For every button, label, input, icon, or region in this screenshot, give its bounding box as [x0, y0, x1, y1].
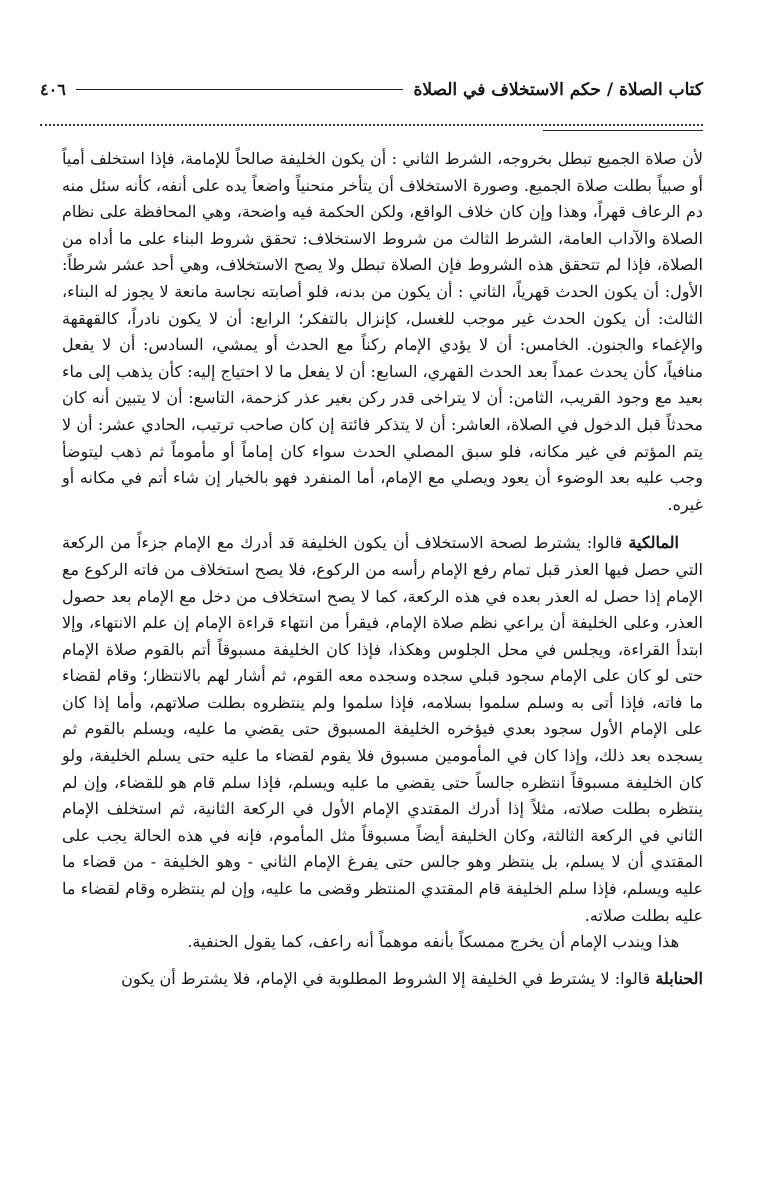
dotted-separator [40, 114, 703, 126]
body-text [62, 146, 703, 992]
footnote-rule [543, 130, 703, 131]
page-number: ٤٠٦ [40, 80, 66, 99]
page-header [40, 80, 703, 106]
header-rule [76, 89, 404, 90]
school-name-maliki: المالكية [628, 533, 679, 553]
school-name-hanbali: الحنابلة [655, 968, 703, 988]
running-title: كتاب الصلاة / حكم الاستخلاف في الصلاة [413, 80, 703, 100]
paragraph-text: قالوا: لا يشترط في الخليفة إلا الشروط المطلوبة في الإمام، فلا يشترط أن يكون [121, 968, 656, 988]
paragraph-hanafi-conditions [62, 146, 703, 518]
paragraph-text: لأن صلاة الجميع تبطل بخروجه، الشرط الثاني : أن يكون الخليفة صالحاً للإمامة، فإذا استخلف أمياً أو صبياً بطلت صلاة الجميع. وصورة الاستخلاف أن يتأخر منحنياً واضعاً يده على أنفه، كأنه سئل منه دم الرعاف قهراً، وهذا وإن كان خلاف الواقع، ولكن الحكمة فيه واضحة، وهي المحافظة على نظام الصلاة والآداب العامة، الشرط الثالث من شروط الاستخلاف: تحقق شروط البناء على ما أداه من الصلاة، فإذا لم تتحقق هذه الشروط فإن الصلاة تبطل ولا يصح الاستخلاف، وهي أحد عشر شرطاً: الأول: أن يكون الحدث قهرياً، الثاني : أن يكون من بدنه، فلو أصابته نجاسة مانعة لا يجوز له البناء، الثالث: أن يكون الحدث غير موجب للغسل، كإنزال بالتفكر؛ الرابع: أن لا يكون نادراً، كالقهقهة والإغماء والجنون. الخامس: أن لا يؤدي الإمام ركناً مع الحدث أو يمشي، السادس: أن لا يفعل منافياً، كأن يحدث عمداً بعد الحدث القهري، السابع: أن لا يفعل ما لا احتياج إليه: كأن يذهب إلى ماء بعيد مع وجود القريب، الثامن: أن لا يتراخى قدر ركن بغير عذر كزحمة، التاسع: أن لا يتبين أنه كان محدثاً قبل الدخول في الصلاة، العاشر: أن لا يتذكر فائتة إن كان صاحب ترتيب، الحادي عشر: أن لا يتم المؤتم في غير مكانه، فلو سبق المصلي الحدث سواء كان إماماً أو مأموماً ثم ذهب ليتوضأ وجب عليه بعد الوضوء أن يعود ويصلي مع الإمام، أما المنفرد فهو بالخيار إن شاء أتم في مكانه أو غيره. [62, 149, 704, 514]
paragraph-hanbali [62, 966, 703, 993]
paragraph-maliki [62, 530, 703, 929]
paragraph-note [62, 929, 703, 956]
paragraph-text: هذا ويندب الإمام أن يخرج ممسكاً بأنفه موهماً أنه راعف، كما يقول الحنفية. [187, 932, 679, 952]
paragraph-text: قالوا: يشترط لصحة الاستخلاف أن يكون الخليفة قد أدرك مع الإمام جزءاً من الركعة التي حصل فيها العذر قبل تمام رفع الإمام رأسه من الركوع، فلا يصح استخلاف من فاته الركوع مع الإمام إذا حصل له العذر بعده في هذه الركعة، كما لا يصح استخلاف من دخل مع الإمام بعد حصول العذر، وعلى الخليفة أن يراعي نظم صلاة الإمام، فيقرأ من انتهاء قراءة الإمام إن علم الانتهاء، وإلا ابتدأ القراءة، ويجلس في محل الجلوس وهكذا، فإذا كان الخليفة مسبوقاً أتم بالقوم صلاة الإمام حتى لو كان على الإمام سجود قبلي سجده وسجده معه القوم، ثم أشار لهم بالانتظار؛ وقام لقضاء ما فاته، فإذا أتى به وسلم سلموا بسلامه، فإذا سلموا ولم ينتظروه بطلت صلاتهم، وأما إذا كان على الإمام الأول سجود بعدي فيؤخره الخليفة المسبوق حتى يقضي ما عليه، ويسلم بالقوم ثم يسجده بعد ذلك، وإذا كان في المأمومين مسبوق فلا يقوم لقضاء ما عليه حتى يسلم الخليفة، ولو كان الخليفة مسبوقاً انتظره جالساً حتى يقضي ما عليه ويسلم، فإذا سلم قام هو للقضاء، وإن لم ينتظره بطلت صلاته، مثلاً إذا أدرك المقتدي الإمام الأول في الركعة الثانية، ثم استخلف الإمام الثاني في الركعة الثالثة، وكان الخليفة أيضاً مسبوقاً مثل المأموم، فإنه في هذه الحالة يجب على المقتدي أن لا يسلم، بل ينتظر وهو جالس حتى يفرغ الإمام الثاني - وهو الخليفة - من قضاء ما عليه ويسلم، فإذا سلم الخليفة قام المقتدي المنتظر وقضى ما عليه، وإن لم ينتظره وقام لقضاء ما عليه بطلت صلاته. [62, 533, 704, 925]
